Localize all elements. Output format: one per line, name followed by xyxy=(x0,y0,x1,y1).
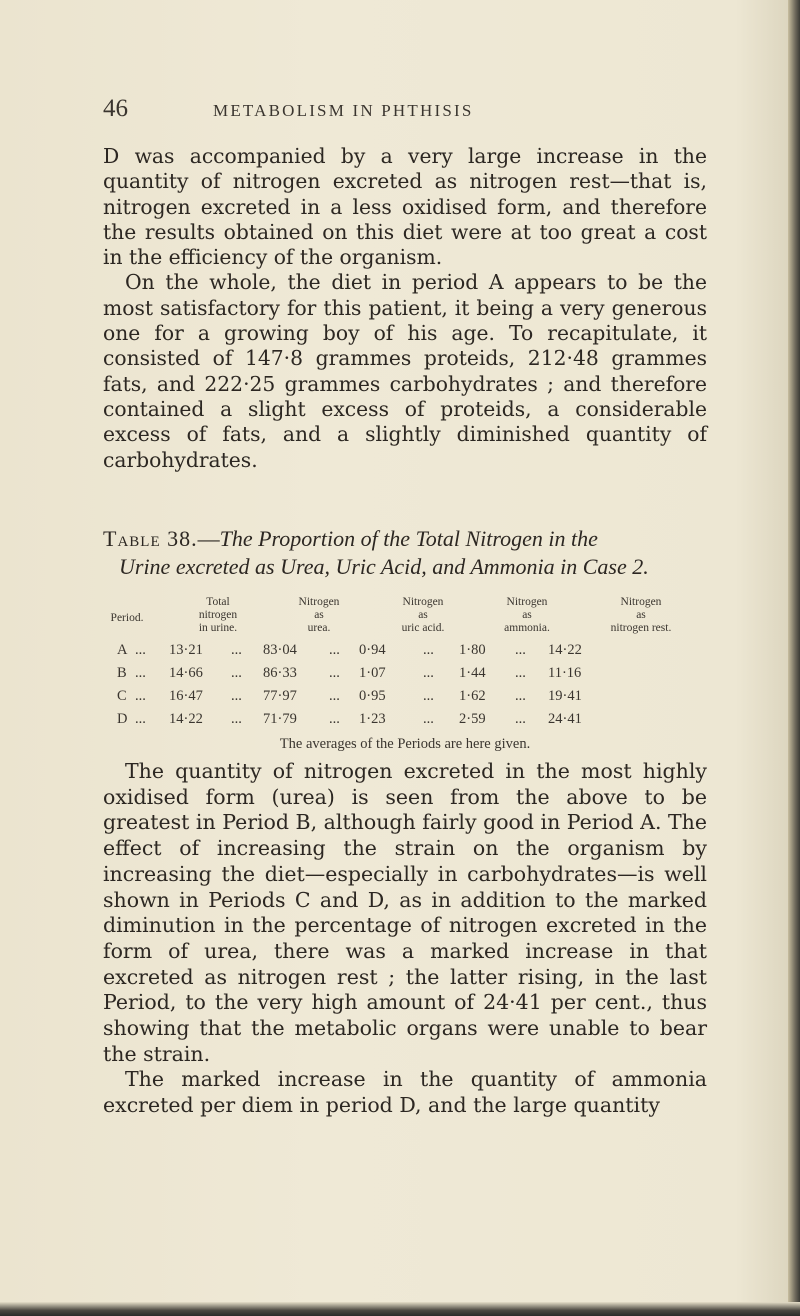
book-spine-edge xyxy=(788,0,800,1316)
page-number: 46 xyxy=(103,95,128,122)
table-row: C ... 16·47 ... 77·97 ... 0·95 ... 1·62 ... 19·41 xyxy=(117,688,582,704)
caption-line-2: Urine excreted as Urea, Uric Acid, and Ammonia in Case 2. xyxy=(119,553,649,579)
table-row: D ... 14·22 ... 71·79 ... 1·23 ... 2·59 ... 24·41 xyxy=(117,711,582,727)
caption-line-1: The Proportion of the Total Nitrogen in the xyxy=(219,526,598,551)
column-header-urea: Nitrogen as urea. xyxy=(298,596,340,634)
column-header-period: Period. xyxy=(110,612,144,624)
column-header-nitrogen-rest: Nitrogen as nitrogen rest. xyxy=(610,596,672,634)
table-number: Table 38. xyxy=(103,526,198,551)
table-note: The averages of the Periods are here given. xyxy=(279,736,531,752)
column-header-ammonia: Nitrogen as ammonia. xyxy=(504,596,550,634)
table-row: A ... 13·21 ... 83·04 ... 0·94 ... 1·80 ... 14·22 xyxy=(117,642,582,658)
column-header-uric-acid: Nitrogen as uric acid. xyxy=(401,596,445,634)
page-bottom-edge xyxy=(0,1302,800,1316)
caption-dash: — xyxy=(197,526,220,551)
column-header-total: Total nitrogen in urine. xyxy=(198,596,238,634)
running-head xyxy=(103,95,703,129)
body-text-top xyxy=(103,144,707,473)
running-head-title: METABOLISM IN PHTHISIS xyxy=(213,101,474,120)
table-caption xyxy=(103,525,707,580)
body-text-bottom xyxy=(103,759,707,1119)
paragraph: The marked increase in the quantity of ammonia excreted per diem in period D, and the large quantity xyxy=(103,1067,707,1118)
table-row: B ... 14·66 ... 86·33 ... 1·07 ... 1·44 ... 11·16 xyxy=(117,665,582,681)
paragraph: On the whole, the diet in period A appears to be the most satisfactory for this patient, it being a very generous one for a growing boy of his age. To recapitulate, it consisted of 147·8 grammes proteids, 212·48 grammes fats, and 222·25 grammes carbohydrates ; and therefore contained a slight excess of proteids, a considerable excess of fats, and a slightly diminished quantity of carbohydrates. xyxy=(103,270,707,472)
paragraph: D was accompanied by a very large increase in the quantity of nitrogen excreted as nitrogen rest—that is, nitrogen excreted in a less oxidised form, and therefore the results obtained on this diet were at too great a cost in the efficiency of the organism. xyxy=(103,144,707,270)
paragraph: The quantity of nitrogen excreted in the most highly oxidised form (urea) is seen from the above to be greatest in Period B, although fairly good in Period A. The effect of increasing the strain on the organism by increasing the diet—especially in carbohydrates—is well shown in Periods C and D, as in addition to the marked diminution in the percentage of nitrogen excreted in the form of urea, there was a marked increase in that excreted as nitrogen rest ; the latter rising, in the last Period, to the very high amount of 24·41 per cent., thus showing that the metabolic organs were unable to bear the strain. xyxy=(103,759,707,1066)
